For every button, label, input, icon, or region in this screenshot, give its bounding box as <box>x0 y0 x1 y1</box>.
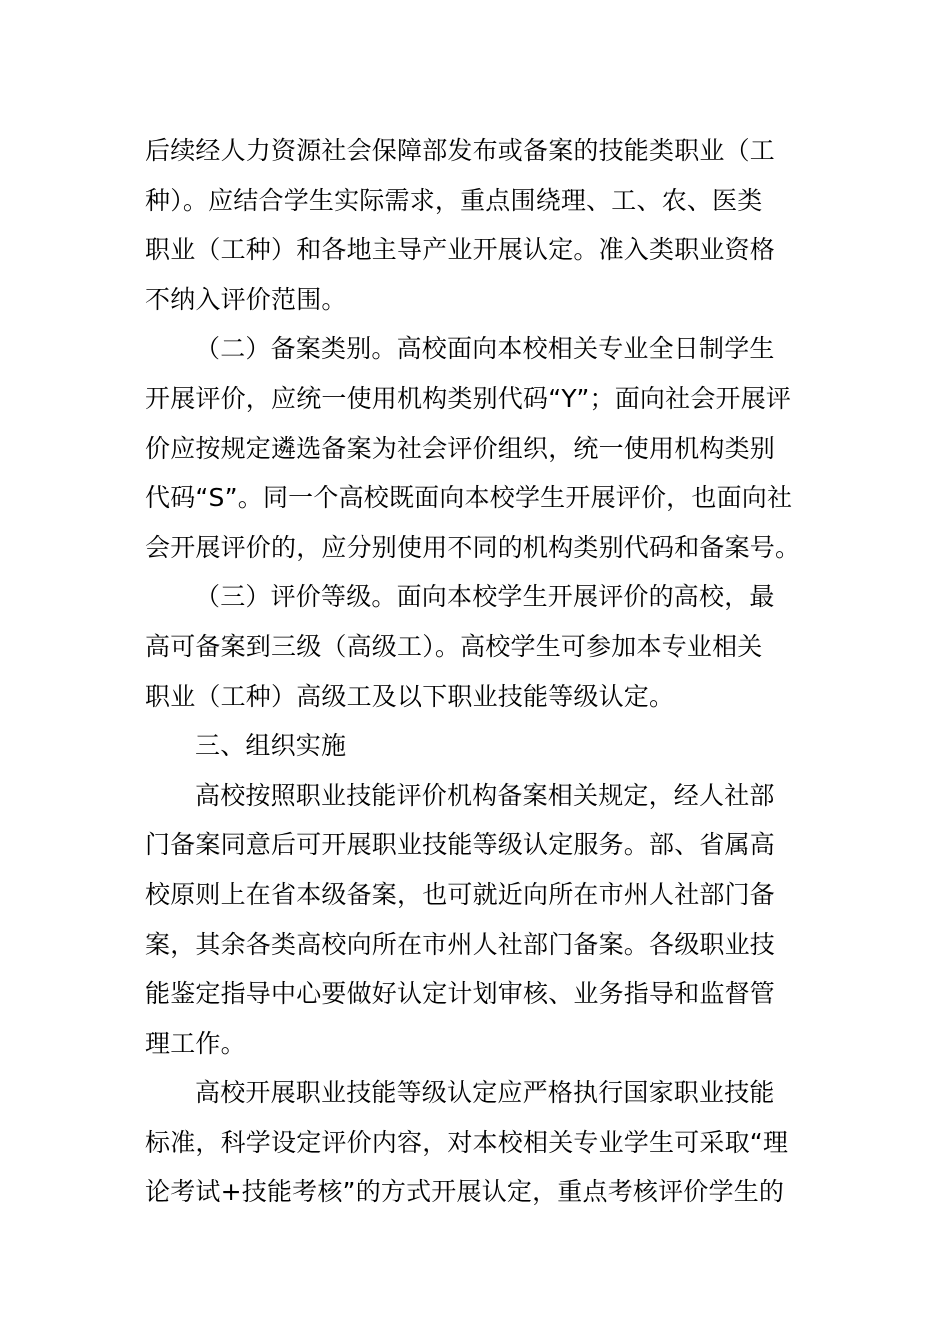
text-line: 不纳入评价范围。 <box>145 284 347 314</box>
text-line: 职业（工种）和各地主导产业开展认定。准入类职业资格 <box>145 235 776 265</box>
paragraph-first-line: 高校按照职业技能评价机构备案相关规定，经人社部 <box>195 780 775 810</box>
text-line: 理工作。 <box>145 1028 246 1058</box>
section-two-heading-line: （二）备案类别。高校面向本校相关专业全日制学生 <box>195 334 775 364</box>
text-line: 门备案同意后可开展职业技能等级认定服务。部、省属高 <box>145 830 776 860</box>
text-line: 高可备案到三级（高级工）。高校学生可参加本专业相关 <box>145 631 763 661</box>
text-line: 标准，科学设定评价内容，对本校相关专业学生可采取“理 <box>145 1127 789 1157</box>
document-body <box>145 126 805 1217</box>
text-line: 能鉴定指导中心要做好认定计划审核、业务指导和监督管 <box>145 979 776 1009</box>
text-line: 职业（工种）高级工及以下职业技能等级认定。 <box>145 681 675 711</box>
section-title: 三、组织实施 <box>195 731 347 761</box>
text-line: 代码“S”。同一个高校既面向本校学生开展评价，也面向社 <box>145 483 793 513</box>
text-line: 会开展评价的，应分别使用不同的机构类别代码和备案号。 <box>145 532 801 562</box>
text-line: 案，其余各类高校向所在市州人社部门备案。各级职业技 <box>145 929 776 959</box>
text-line: 后续经人力资源社会保障部发布或备案的技能类职业（工 <box>145 136 776 165</box>
text-line: 论考试+技能考核”的方式开展认定，重点考核评价学生的 <box>145 1177 785 1207</box>
text-line: 价应按规定遴选备案为社会评价组织，统一使用机构类别 <box>145 433 776 463</box>
section-three-heading-line: （三）评价等级。面向本校学生开展评价的高校，最 <box>195 582 775 612</box>
text-line: 校原则上在省本级备案，也可就近向所在市州人社部门备 <box>145 879 776 909</box>
text-line: 开展评价，应统一使用机构类别代码“Y”；面向社会开展评 <box>145 383 792 413</box>
text-line: 种）。应结合学生实际需求，重点围绕理、工、农、医类 <box>145 185 763 215</box>
paragraph-first-line: 高校开展职业技能等级认定应严格执行国家职业技能 <box>195 1078 775 1108</box>
